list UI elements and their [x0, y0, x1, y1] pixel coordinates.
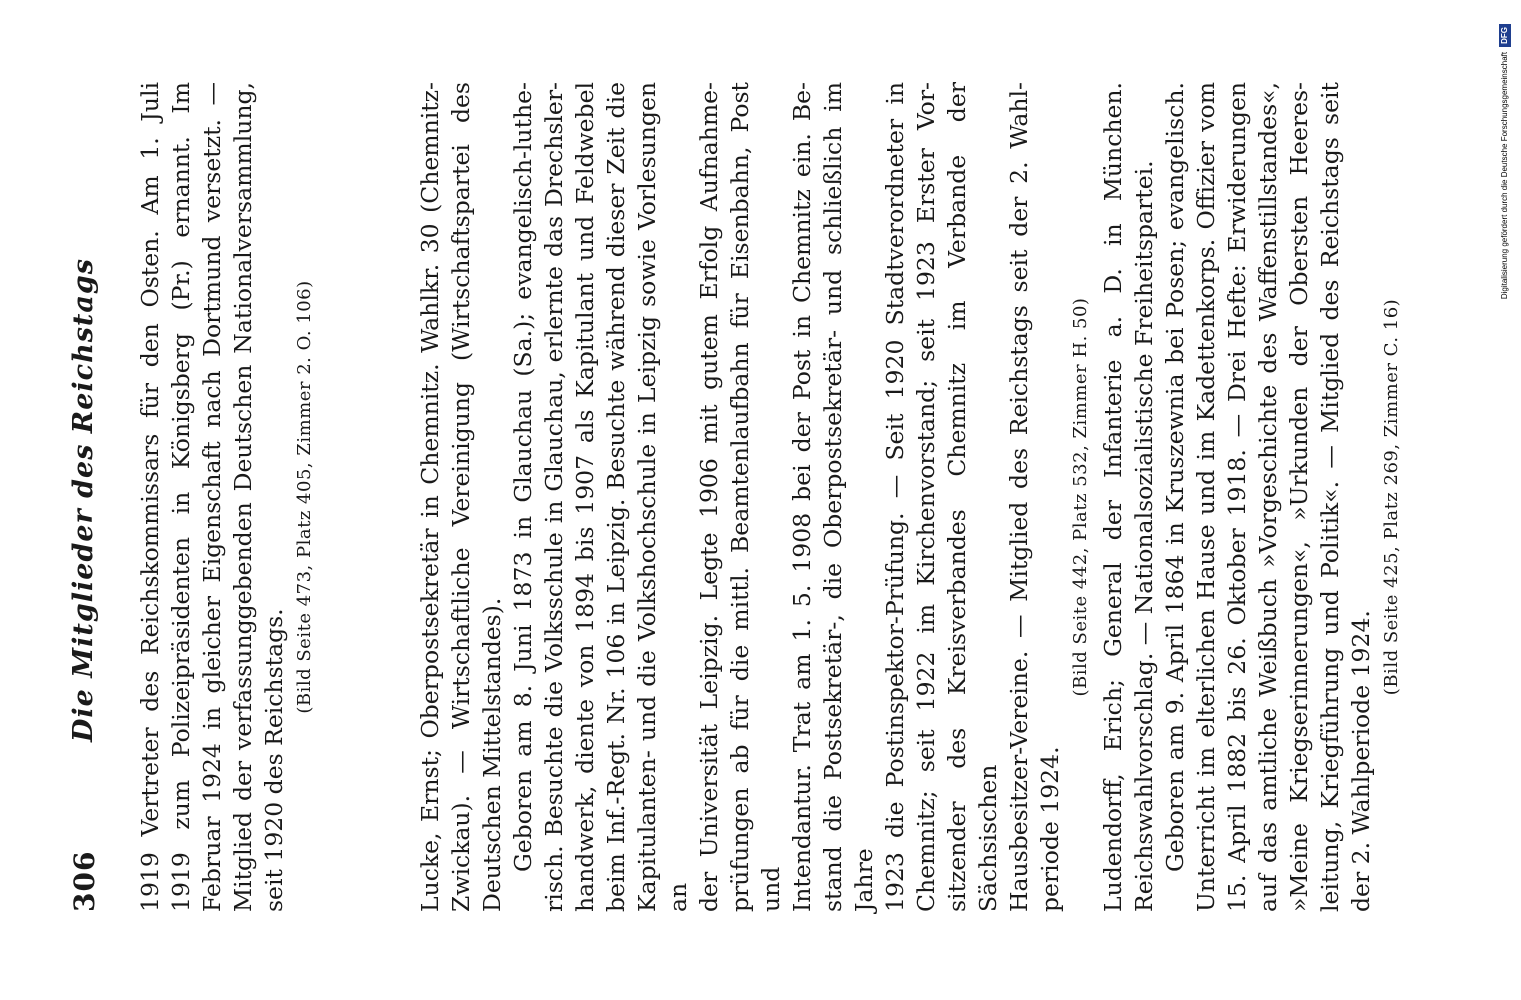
text-line: seit 1920 des Reichstags.	[260, 608, 288, 912]
text-line: Zwickau). — Wirtschaftliche Vereinigung (Wirtschaftspartei des	[447, 82, 475, 912]
dfg-logo: DFG	[1499, 24, 1511, 47]
text-line: leitung, Kriegführung und Politik«. — Mitglied des Reichstags seit	[1316, 82, 1344, 912]
photo-caption: (Bild Seite 473, Platz 405, Zimmer 2. O. 106)	[294, 280, 315, 714]
text-line: Deutschen Mittelstandes).	[478, 597, 506, 912]
photo-caption: (Bild Seite 425, Platz 269, Zimmer C. 16)	[1381, 298, 1402, 696]
text-line: Chemnitz; seit 1922 im Kirchenvorstand; seit 1923 Erster Vor-	[912, 82, 940, 912]
text-line: 1919 zum Polizeipräsidenten in Königsberg (Pr.) ernannt. Im	[167, 82, 195, 912]
text-line: der Universität Leipzig. Legte 1906 mit gutem Erfolg Aufnahme-	[695, 82, 723, 912]
running-title: Die Mitglieder des Reichstags	[68, 258, 99, 742]
text-line: »Meine Kriegserinnerungen«, »Urkunden der Obersten Heeres-	[1285, 82, 1313, 912]
digitization-note	[1490, 0, 1520, 1000]
photo-caption: (Bild Seite 442, Platz 532, Zimmer H. 50)	[1070, 297, 1091, 697]
text-line: Reichswahlvorschlag. — Nationalsozialistische Freiheitspartei.	[1130, 160, 1158, 912]
funding-note-text: Digitalisierung gefördert durch die Deutsche Forschungsgemeinschaft	[1500, 51, 1509, 300]
text-line: 1919 Vertreter des Reichskommissars für den Osten. Am 1. Juli	[136, 82, 164, 912]
entry-continued	[135, 82, 318, 912]
text-line: Intendantur. Trat am 1. 5. 1908 bei der Post in Chemnitz ein. Be-	[788, 82, 816, 912]
entry-ludendorff	[1098, 82, 1405, 912]
text-line: Hausbesitzer-Vereine. — Mitglied des Reichstags seit der 2. Wahl-	[1005, 82, 1033, 912]
digitization-note-strip	[1490, 0, 1520, 1000]
entry-lucke	[415, 82, 1094, 912]
entry-heading-line: Lucke, Ernst; Oberpostsekretär in Chemnitz. Wahlkr. 30 (Chemnitz-	[416, 82, 444, 912]
text-line: periode 1924.	[1036, 746, 1064, 912]
text-line: beim Inf.-Regt. Nr. 106 in Leipzig. Besuchte während dieser Zeit die	[602, 82, 630, 912]
text-line: stand die Postsekretär-, die Oberpostsekretär- und schließlich im Jahre	[819, 82, 878, 912]
text-line: Geboren am 8. Juni 1873 in Glauchau (Sa.); evangelisch-luthe-	[509, 82, 537, 872]
page-header	[68, 0, 108, 1000]
text-line: risch. Besuchte die Volksschule in Glauchau, erlernte das Drechsler-	[540, 82, 568, 912]
text-line: Geboren am 9. April 1864 in Kruszewnia bei Posen; evangelisch.	[1161, 82, 1189, 872]
text-line: Februar 1924 in gleicher Eigenschaft nach Dortmund versetzt. —	[198, 82, 226, 912]
page-number: 306	[68, 850, 101, 912]
entry-heading-line: Ludendorff, Erich; General der Infanterie a. D. in München.	[1099, 82, 1127, 912]
text-line: 1923 die Postinspektor-Prüfung. — Seit 1920 Stadtverordneter in	[881, 82, 909, 912]
text-line: der 2. Wahlperiode 1924.	[1347, 610, 1375, 912]
text-line: Mitglied der verfassunggebenden Deutschen Nationalversammlung,	[229, 82, 257, 912]
text-line: prüfungen ab für die mittl. Beamtenlaufbahn für Eisenbahn, Post und	[726, 82, 785, 912]
text-line: handwerk, diente von 1894 bis 1907 als Kapitulant und Feldwebel	[571, 82, 599, 912]
text-line: Unterricht im elterlichen Hause und im Kadettenkorps. Offizier vom	[1192, 82, 1220, 912]
text-line: sitzender des Kreisverbandes Chemnitz im Verbande der Sächsischen	[943, 82, 1002, 912]
text-line: 15. April 1882 bis 26. Oktober 1918. — Drei Hefte: Erwiderungen	[1223, 82, 1251, 912]
text-line: Kapitulanten- und die Volkshochschule in Leipzig sowie Vorlesungen an	[633, 82, 692, 912]
text-line: auf das amtliche Weißbuch »Vorgeschichte des Waffenstillstandes«,	[1254, 82, 1282, 912]
